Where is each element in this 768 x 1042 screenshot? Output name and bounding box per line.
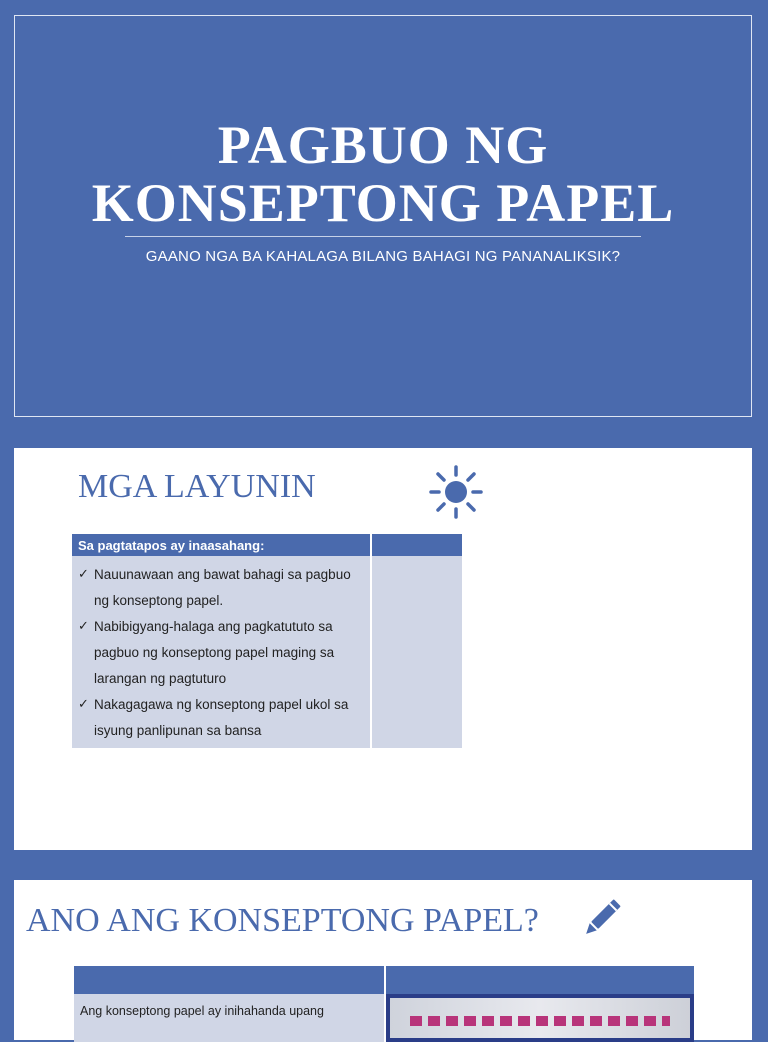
title-divider xyxy=(125,236,641,237)
title-slide xyxy=(14,15,752,417)
objectives-empty-cell xyxy=(371,556,462,748)
objectives-slide xyxy=(14,448,752,850)
objective-text: Nauunawaan ang bawat bahagi sa pagbuo ng konseptong papel. xyxy=(94,567,351,608)
objectives-table-header: Sa pagtatapos ay inaasahang: xyxy=(72,534,371,556)
objectives-list xyxy=(78,562,364,744)
definition-slide xyxy=(14,880,752,1040)
objectives-title: MGA LAYUNIN xyxy=(78,468,316,505)
check-icon: ✓ xyxy=(78,697,89,712)
objective-item xyxy=(78,614,364,692)
check-icon: ✓ xyxy=(78,567,89,582)
objectives-cell xyxy=(72,556,371,748)
definition-table xyxy=(74,966,694,1042)
objective-text: Nabibigyang-halaga ang pagkatututo sa pagbuo ng konseptong papel maging sa larangan ng pagtuturo xyxy=(94,619,335,686)
concept-paper-image-strip xyxy=(390,998,690,1038)
definition-table-header-2 xyxy=(385,966,694,994)
check-icon: ✓ xyxy=(78,619,89,634)
objective-item xyxy=(78,562,364,614)
slide-subtitle: GAANO NGA BA KAHALAGA BILANG BAHAGI NG PANANALIKSIK? xyxy=(145,248,621,265)
objective-text: Nakagagawa ng konseptong papel ukol sa isyung panlipunan sa bansa xyxy=(94,697,349,738)
definition-title: ANO ANG KONSEPTONG PAPEL? xyxy=(26,902,539,939)
definition-table-header xyxy=(74,966,385,994)
slide-title xyxy=(15,116,751,232)
title-line-1: PAGBUO NG xyxy=(217,115,549,175)
objectives-table xyxy=(72,534,462,748)
sun-icon xyxy=(428,464,484,520)
objective-item xyxy=(78,692,364,744)
title-line-2: KONSEPTONG PAPEL xyxy=(91,173,675,233)
pencil-icon xyxy=(576,894,626,944)
definition-text: Ang konseptong papel ay inihahanda upang xyxy=(74,994,385,1042)
objectives-table-header-empty xyxy=(371,534,462,556)
concept-paper-image xyxy=(385,994,694,1042)
